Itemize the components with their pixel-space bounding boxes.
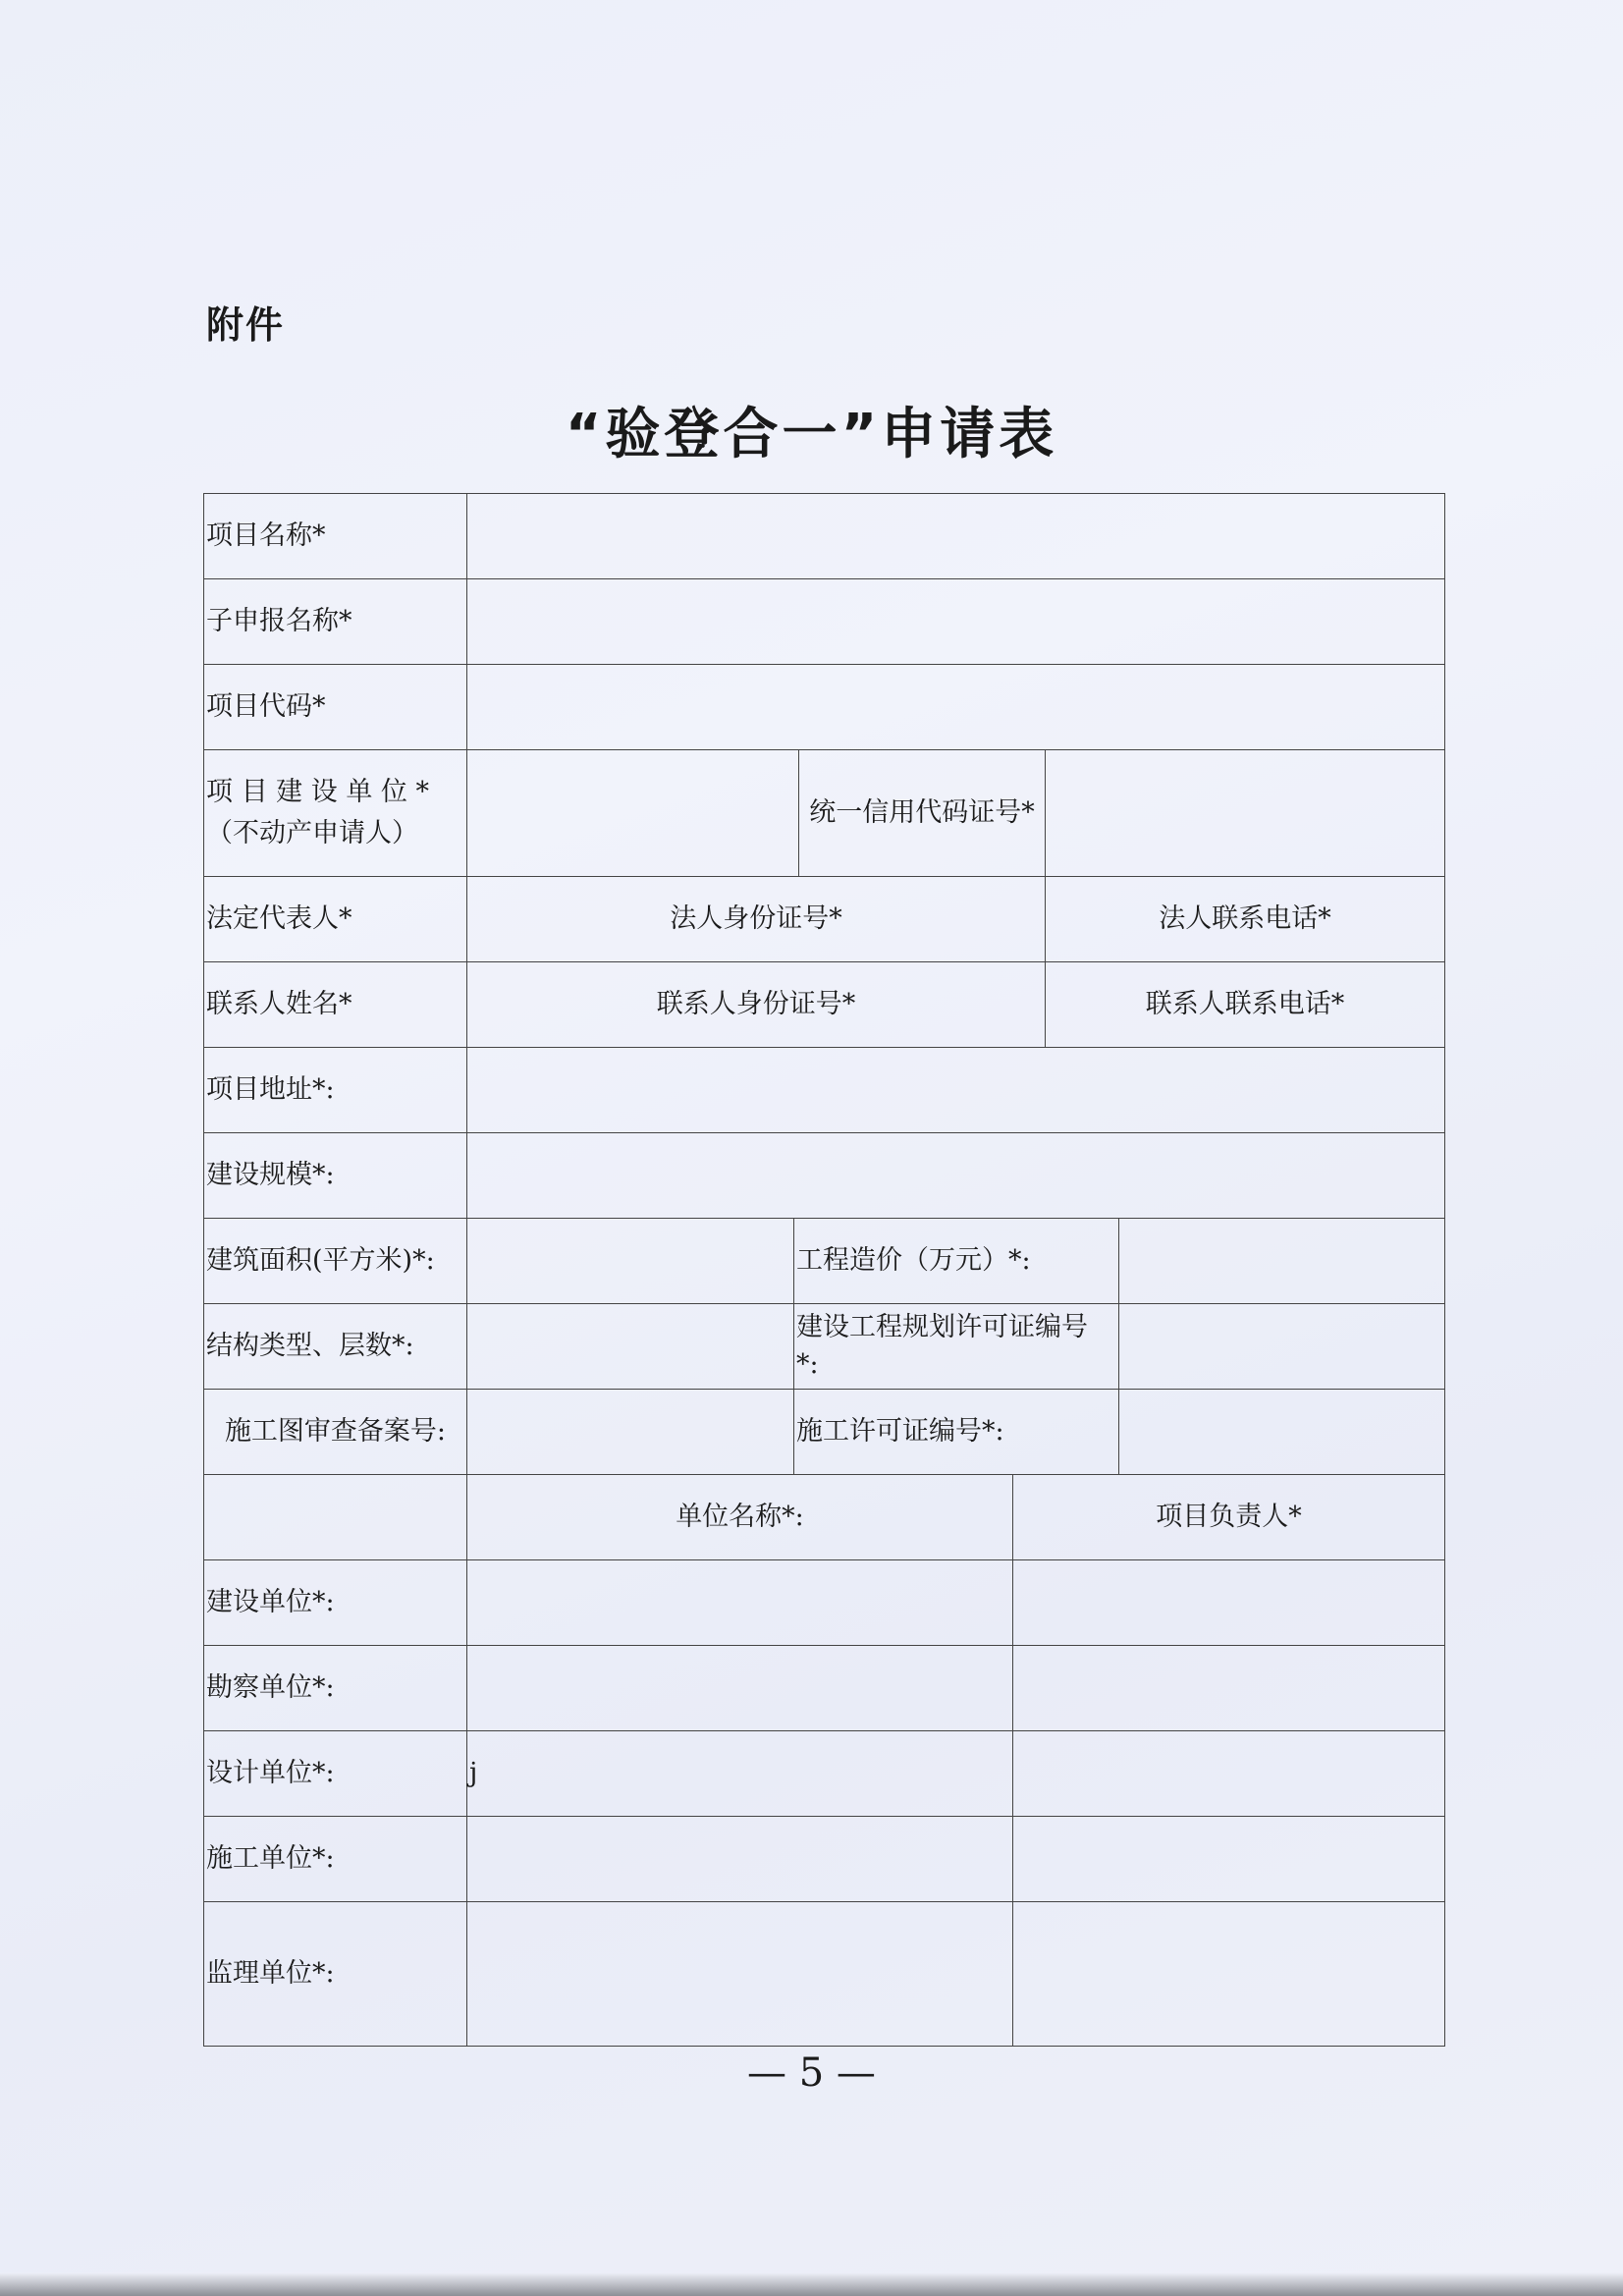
label-unit-survey: 勘察单位*: xyxy=(203,1645,467,1731)
input-unit-leader[interactable] xyxy=(1012,1816,1445,1902)
field-legal-id[interactable]: 法人身份证号* xyxy=(466,876,1046,962)
field-legal-phone[interactable]: 法人联系电话* xyxy=(1045,876,1445,962)
label-legal-rep: 法定代表人* xyxy=(203,876,467,962)
label-construction-unit-line2: （不动产申请人） xyxy=(206,818,418,848)
label-drawing-review-record: 施工图审查备案号: xyxy=(203,1389,467,1475)
page-title: “验登合一”申请表 xyxy=(565,403,1058,466)
input-unit-leader[interactable] xyxy=(1012,1730,1445,1817)
page-number: — 5 — xyxy=(747,2050,876,2096)
project-leader-header: 项目负责人* xyxy=(1012,1474,1445,1560)
input-project-address[interactable] xyxy=(466,1047,1445,1133)
input-floor-area[interactable] xyxy=(466,1218,794,1304)
input-unit-name[interactable]: j xyxy=(466,1730,1013,1817)
label-project-address: 项目地址*: xyxy=(203,1047,467,1133)
label-construction-permit: 施工许可证编号*: xyxy=(793,1389,1119,1475)
label-planning-permit xyxy=(793,1303,1119,1390)
input-unit-name[interactable] xyxy=(466,1901,1013,2047)
input-project-cost[interactable] xyxy=(1118,1218,1445,1304)
input-unit-leader[interactable] xyxy=(1012,1559,1445,1646)
label-construction-unit xyxy=(203,749,467,877)
input-unit-name[interactable] xyxy=(466,1559,1013,1646)
input-unit-leader[interactable] xyxy=(1012,1645,1445,1731)
input-structure-type[interactable] xyxy=(466,1303,794,1390)
field-contact-id[interactable]: 联系人身份证号* xyxy=(466,961,1046,1048)
input-planning-permit[interactable] xyxy=(1118,1303,1445,1390)
input-unit-name[interactable] xyxy=(466,1645,1013,1731)
label-unit-design: 设计单位*: xyxy=(203,1730,467,1817)
label-sub-report-name: 子申报名称* xyxy=(203,578,467,665)
input-unit-name[interactable] xyxy=(466,1816,1013,1902)
label-project-name: 项目名称* xyxy=(203,493,467,579)
unit-name-header: 单位名称*: xyxy=(466,1474,1013,1560)
input-unit-leader[interactable] xyxy=(1012,1901,1445,2047)
input-credit-code[interactable] xyxy=(1045,749,1445,877)
label-contact-name: 联系人姓名* xyxy=(203,961,467,1048)
label-planning-permit-line2: *: xyxy=(796,1349,819,1380)
field-contact-phone[interactable]: 联系人联系电话* xyxy=(1045,961,1445,1048)
input-drawing-review-record[interactable] xyxy=(466,1389,794,1475)
label-unit-supervision: 监理单位*: xyxy=(203,1901,467,2047)
label-structure-type: 结构类型、层数*: xyxy=(203,1303,467,1390)
label-project-cost: 工程造价（万元）*: xyxy=(793,1218,1119,1304)
attachment-label: 附件 xyxy=(206,303,286,347)
label-floor-area: 建筑面积(平方米)*: xyxy=(203,1218,467,1304)
label-unit-construction: 建设单位*: xyxy=(203,1559,467,1646)
page-bottom-edge xyxy=(0,2272,1623,2296)
label-planning-permit-line1: 建设工程规划许可证编号 xyxy=(796,1312,1088,1342)
label-unit-contractor: 施工单位*: xyxy=(203,1816,467,1902)
input-project-code[interactable] xyxy=(466,664,1445,750)
label-credit-code: 统一信用代码证号* xyxy=(798,749,1046,877)
input-construction-scale[interactable] xyxy=(466,1132,1445,1219)
input-construction-permit[interactable] xyxy=(1118,1389,1445,1475)
label-project-code: 项目代码* xyxy=(203,664,467,750)
input-construction-unit[interactable] xyxy=(466,749,799,877)
label-construction-unit-line1: 项 目 建 设 单 位 * xyxy=(206,777,429,807)
input-project-name[interactable] xyxy=(466,493,1445,579)
units-corner-cell xyxy=(203,1474,467,1560)
input-sub-report-name[interactable] xyxy=(466,578,1445,665)
label-construction-scale: 建设规模*: xyxy=(203,1132,467,1219)
